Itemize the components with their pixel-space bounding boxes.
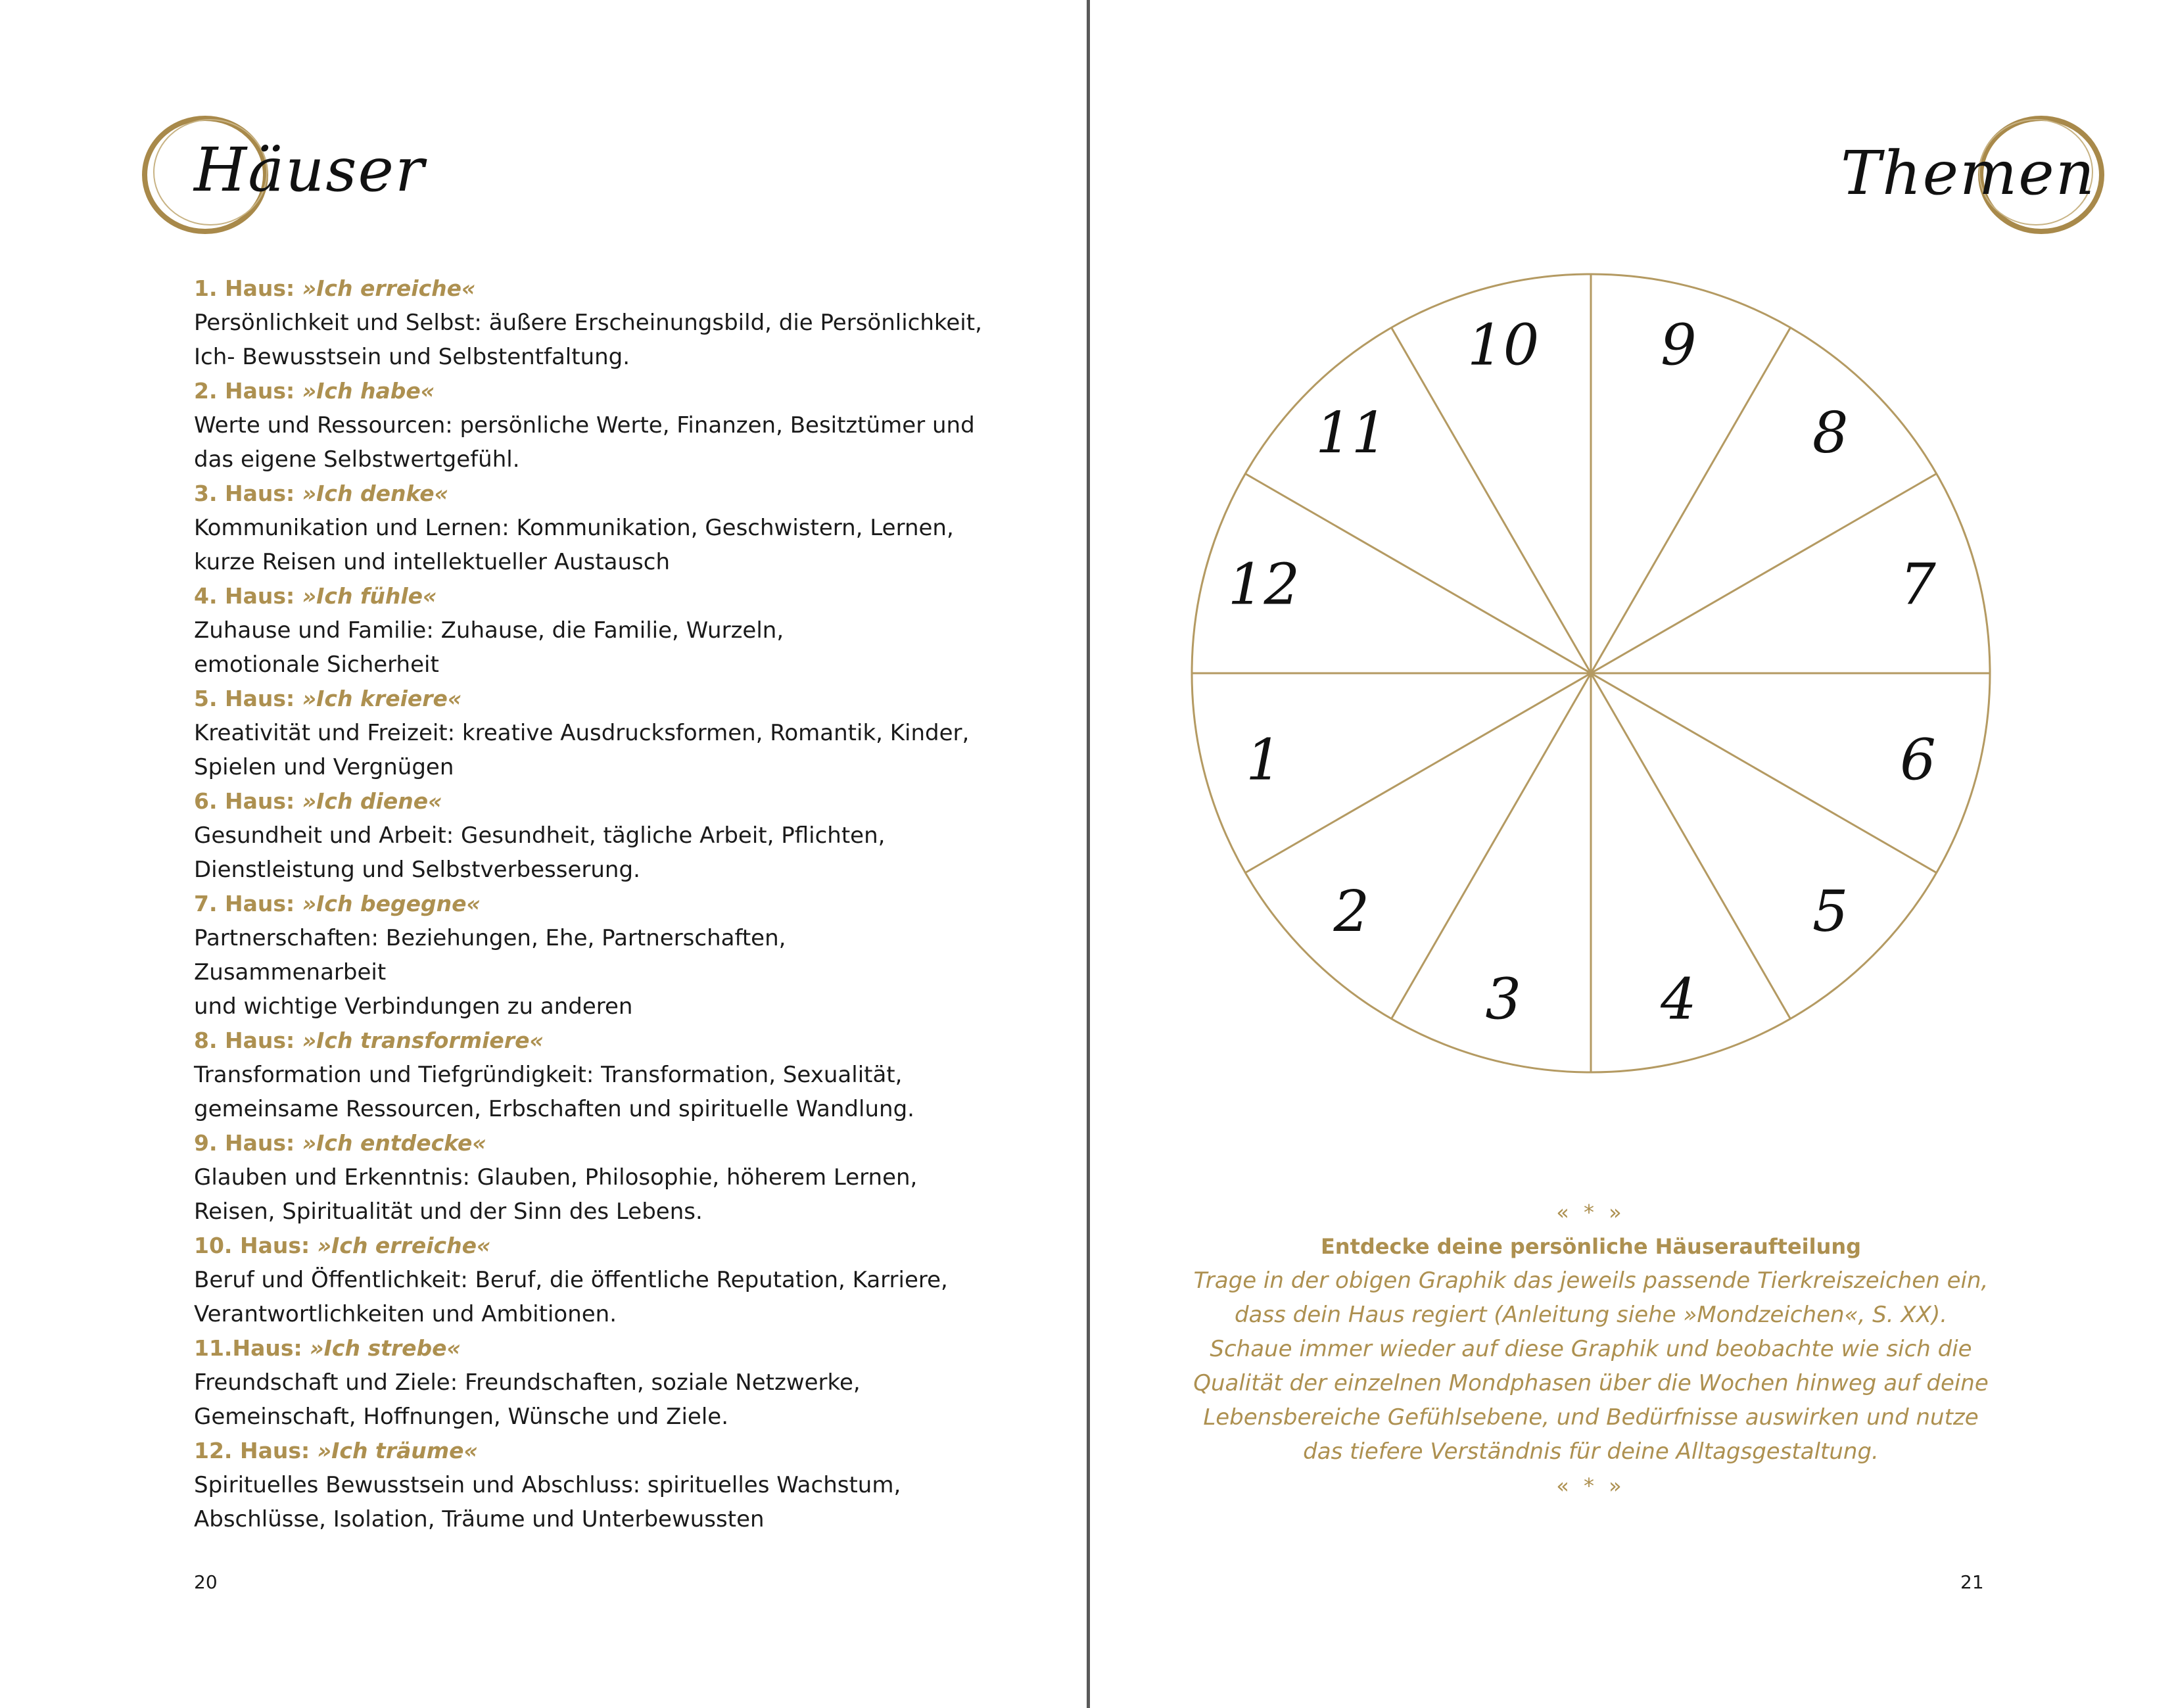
house-title: 5. Haus: »Ich kreiere« [194, 686, 462, 711]
house-item [194, 1024, 983, 1126]
house-item [194, 477, 983, 579]
house-description: Freundschaft und Ziele: Freundschaften, soziale Netzwerke, Gemeinschaft, Hoffnungen, Wünsche und Ziele. [194, 1369, 861, 1430]
note-line: dass dein Haus regiert (Anleitung siehe »Mondzeichen«, S. XX). [1234, 1302, 1948, 1328]
house-description: Beruf und Öffentlichkeit: Beruf, die öffentliche Reputation, Karriere, Verantwortlichkeiten und Ambitionen. [194, 1267, 948, 1327]
house-number-label: 12 [1227, 552, 1300, 618]
house-description: Transformation und Tiefgründigkeit: Transformation, Sexualität, gemeinsame Ressourcen, Erbschaften und spirituelle Wandlung. [194, 1062, 914, 1122]
house-item [194, 1434, 983, 1536]
house-item [194, 682, 983, 784]
note-line: Qualität der einzelnen Mondphasen über die Wochen hinweg auf deine [1193, 1370, 1989, 1396]
house-description: Persönlichkeit und Selbst: äußere Erscheinungsbild, die Persönlichkeit, Ich- Bewusstsein und Selbstentfaltung. [194, 310, 982, 370]
house-wheel-diagram [1183, 263, 1998, 1078]
house-title: 10. Haus: »Ich erreiche« [194, 1233, 491, 1258]
house-title: 7. Haus: »Ich begegne« [194, 891, 481, 916]
instruction-note [1170, 1195, 2012, 1503]
note-title: Entdecke deine persönliche Häuseraufteilung [1320, 1234, 1862, 1259]
house-title: 12. Haus: »Ich träume« [194, 1438, 478, 1463]
house-number-label: 5 [1812, 879, 1849, 945]
note-line: das tiefere Verständnis für deine Alltagsgestaltung. [1303, 1438, 1879, 1465]
house-description: Zuhause und Familie: Zuhause, die Familie, Wurzeln, emotionale Sicherheit [194, 617, 784, 678]
house-item [194, 1229, 983, 1331]
house-description: Spirituelles Bewusstsein und Abschluss: spirituelles Wachstum, Abschlüsse, Isolation, Träume und Unterbewussten [194, 1472, 901, 1532]
house-description: Werte und Ressourcen: persönliche Werte, Finanzen, Besitztümer und das eigene Selbstwertgefühl. [194, 412, 975, 473]
page-number-right: 21 [1960, 1571, 1984, 1593]
house-item [194, 272, 983, 374]
house-item [194, 374, 983, 477]
house-title: 9. Haus: »Ich entdecke« [194, 1130, 486, 1156]
house-item [194, 784, 983, 887]
house-number-label: 10 [1467, 312, 1540, 379]
house-title: 11.Haus: »Ich strebe« [194, 1335, 461, 1361]
house-title: 3. Haus: »Ich denke« [194, 481, 449, 506]
houses-list [194, 272, 983, 1536]
note-line: Lebensbereiche Gefühlsebene, und Bedürfnisse auswirken und nutze [1203, 1404, 1979, 1431]
page-heading-haeuser: Häuser [194, 135, 425, 205]
house-item [194, 579, 983, 682]
house-item [194, 1331, 983, 1434]
house-description: Kommunikation und Lernen: Kommunikation, Geschwistern, Lernen, kurze Reisen und intellektueller Austausch [194, 515, 954, 575]
house-item [194, 1126, 983, 1229]
ornament-bottom: « * » [1556, 1473, 1626, 1498]
house-description: Gesundheit und Arbeit: Gesundheit, tägliche Arbeit, Pflichten, Dienstleistung und Selbstverbesserung. [194, 822, 886, 883]
house-title: 8. Haus: »Ich transformiere« [194, 1028, 544, 1053]
house-number-label: 6 [1900, 727, 1936, 794]
house-description: Glauben und Erkenntnis: Glauben, Philosophie, höherem Lernen, Reisen, Spiritualität und der Sinn des Lebens. [194, 1164, 918, 1225]
note-line: Schaue immer wieder auf diese Graphik und beobachte wie sich die [1210, 1336, 1972, 1362]
house-number-label: 4 [1660, 966, 1697, 1033]
house-item [194, 887, 983, 1024]
house-number-label: 7 [1900, 552, 1936, 618]
house-number-label: 2 [1333, 879, 1370, 945]
ornament-top: « * » [1556, 1200, 1626, 1225]
page-heading-themen: Themen [1841, 138, 2096, 208]
page-number-left: 20 [194, 1571, 218, 1593]
note-line: Trage in der obigen Graphik das jeweils passende Tierkreiszeichen ein, [1193, 1268, 1989, 1294]
house-title: 1. Haus: »Ich erreiche« [194, 275, 476, 301]
house-number-label: 1 [1246, 727, 1282, 794]
house-number-label: 8 [1812, 400, 1849, 466]
house-number-label: 3 [1485, 966, 1522, 1033]
house-title: 2. Haus: »Ich habe« [194, 378, 435, 404]
house-number-label: 9 [1660, 312, 1697, 379]
house-description: Kreativität und Freizeit: kreative Ausdrucksformen, Romantik, Kinder, Spielen und Vergnügen [194, 720, 970, 780]
house-number-label: 11 [1315, 400, 1388, 466]
house-description: Partnerschaften: Beziehungen, Ehe, Partnerschaften, Zusammenarbeit und wichtige Verbindungen zu anderen [194, 925, 786, 1020]
house-title: 4. Haus: »Ich fühle« [194, 583, 437, 609]
house-title: 6. Haus: »Ich diene« [194, 788, 442, 814]
